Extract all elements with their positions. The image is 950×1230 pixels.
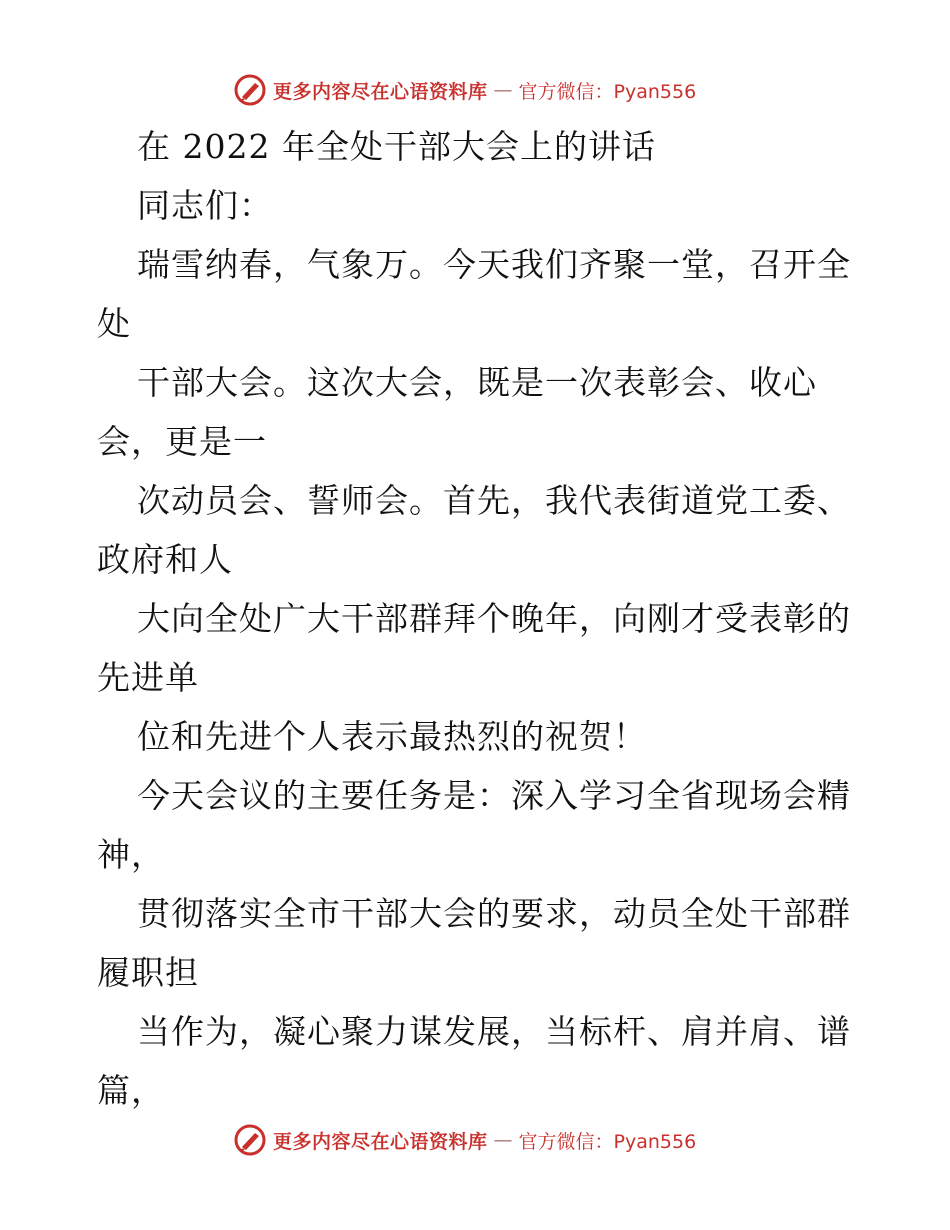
text-line: 位和先进个人表示最热烈的祝贺！ [137, 717, 647, 756]
text-line: 政府和人 [97, 540, 233, 579]
text-line: 贯彻落实全市干部大会的要求，动员全处干部群 [137, 894, 851, 933]
text-line: 先进单 [97, 658, 199, 697]
text-line: 大向全处广大干部群拜个晚年，向刚才受表彰的 [137, 599, 851, 638]
text-line: 会，更是一 [97, 422, 267, 461]
text-line: 瑞雪纳春，气象万。今天我们齐聚一堂，召开全 [137, 245, 851, 284]
pen-swirl-logo-icon [233, 1123, 267, 1157]
banner-slogan: 更多内容尽在心语资料库 [273, 1130, 488, 1153]
text-line: 当作为，凝心聚力谋发展，当标杆、肩并肩、谱 [137, 1012, 851, 1051]
header-banner [233, 70, 696, 110]
banner-separator: — [493, 1129, 513, 1151]
text-line: 篇， [97, 1071, 165, 1110]
text-line: 处 [97, 304, 131, 343]
salutation: 同志们： [137, 186, 273, 225]
text-line: 今天会议的主要任务是：深入学习全省现场会精 [137, 776, 851, 815]
banner-contact: 官方微信：Pyan556 [518, 80, 697, 103]
text-line: 干部大会。这次大会，既是一次表彰会、收心 [137, 363, 817, 402]
document-title: 在 2022 年全处干部大会上的讲话 [137, 127, 656, 166]
banner-slogan: 更多内容尽在心语资料库 [273, 80, 488, 103]
text-line: 次动员会、誓师会。首先，我代表街道党工委、 [137, 481, 851, 520]
text-line: 神， [97, 835, 165, 874]
text-line: 履职担 [97, 953, 199, 992]
footer-banner [233, 1120, 696, 1160]
pen-swirl-logo-icon [233, 73, 267, 107]
banner-separator: — [493, 79, 513, 101]
banner-contact: 官方微信：Pyan556 [518, 1130, 697, 1153]
